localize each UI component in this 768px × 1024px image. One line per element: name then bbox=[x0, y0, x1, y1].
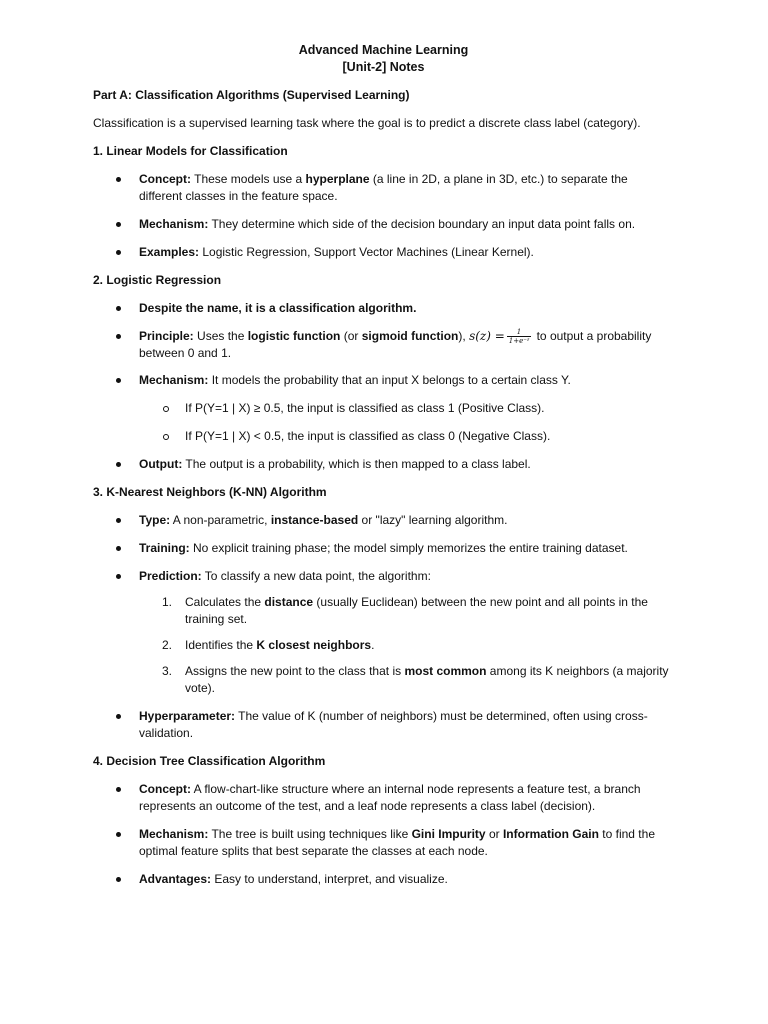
sigmoid-fraction: $\frac{1}{\text{1+e⁻ᶻ}}$ bbox=[508, 328, 530, 346]
list-item: Prediction: To classify a new data point, the algorithm: bbox=[93, 568, 674, 585]
list-item: Type: A non-parametric, instance-based or "lazy" learning algorithm. bbox=[93, 512, 674, 529]
section-3-heading: 3. K-Nearest Neighbors (K-NN) Algorithm bbox=[93, 485, 327, 500]
section-2-list bbox=[93, 300, 674, 473]
part-a-heading: Part A: Classification Algorithms (Supervised Learning) bbox=[93, 88, 410, 102]
list-item: Output: The output is a probability, which is then mapped to a class label. bbox=[93, 456, 674, 473]
list-item: Examples: Logistic Regression, Support Vector Machines (Linear Kernel). bbox=[93, 244, 674, 261]
numbered-item: 3. Assigns the new point to the class that is most common among its K neighbors (a majority vote). bbox=[162, 664, 669, 696]
sigmoid-formula: s(z) = bbox=[469, 329, 505, 343]
list-item: Mechanism: They determine which side of the decision boundary an input data point falls on. bbox=[93, 216, 674, 233]
sub-list-item: If P(Y=1 | X) ≥ 0.5, the input is classified as class 1 (Positive Class). bbox=[93, 400, 674, 417]
list-item: Mechanism: It models the probability that an input X belongs to a certain class Y. bbox=[93, 372, 674, 389]
numbered-item: 2. Identifies the K closest neighbors. bbox=[162, 638, 375, 653]
section-3-list bbox=[93, 512, 674, 742]
list-item: Training: No explicit training phase; the model simply memorizes the entire training dataset. bbox=[93, 540, 674, 557]
list-item: Advantages: Easy to understand, interpret, and visualize. bbox=[93, 871, 674, 888]
numbered-item: 1. Calculates the distance (usually Euclidean) between the new point and all points in the training set. bbox=[162, 595, 648, 627]
section-2-heading: 2. Logistic Regression bbox=[93, 273, 222, 287]
section-4-list bbox=[93, 781, 674, 888]
list-item: Concept: These models use a hyperplane (a line in 2D, a plane in 3D, etc.) to separate the different classes in the feature space. bbox=[93, 171, 674, 205]
list-item: Mechanism: The tree is built using techniques like Gini Impurity or Information Gain to find the optimal feature splits that best separate the classes at each node. bbox=[93, 826, 674, 860]
list-item: Hyperparameter: The value of K (number of neighbors) must be determined, often using cross-validation. bbox=[93, 708, 674, 742]
part-a-intro: Classification is a supervised learning task where the goal is to predict a discrete class label (category). bbox=[93, 116, 641, 130]
list-item: Concept: A flow-chart-like structure where an internal node represents a feature test, a branch represents an outcome of the test, and a leaf node represents a class label (decision). bbox=[93, 781, 674, 815]
list-item: Despite the name, it is a classification algorithm. bbox=[93, 300, 674, 317]
section-1-heading: 1. Linear Models for Classification bbox=[93, 144, 288, 158]
document-title: Advanced Machine Learning bbox=[298, 43, 469, 57]
list-item: Principle: Uses the logistic function (or sigmoid function), s(z) = $\frac{1}{\text{1+e⁻ᶻ}}$ to output a probability between 0 and 1. bbox=[93, 328, 674, 362]
section-1-list bbox=[93, 171, 674, 261]
section-4-heading: 4. Decision Tree Classification Algorithm bbox=[93, 754, 326, 769]
sub-list-item: If P(Y=1 | X) < 0.5, the input is classified as class 0 (Negative Class). bbox=[93, 428, 674, 445]
document-subtitle: [Unit-2] Notes bbox=[342, 60, 425, 74]
